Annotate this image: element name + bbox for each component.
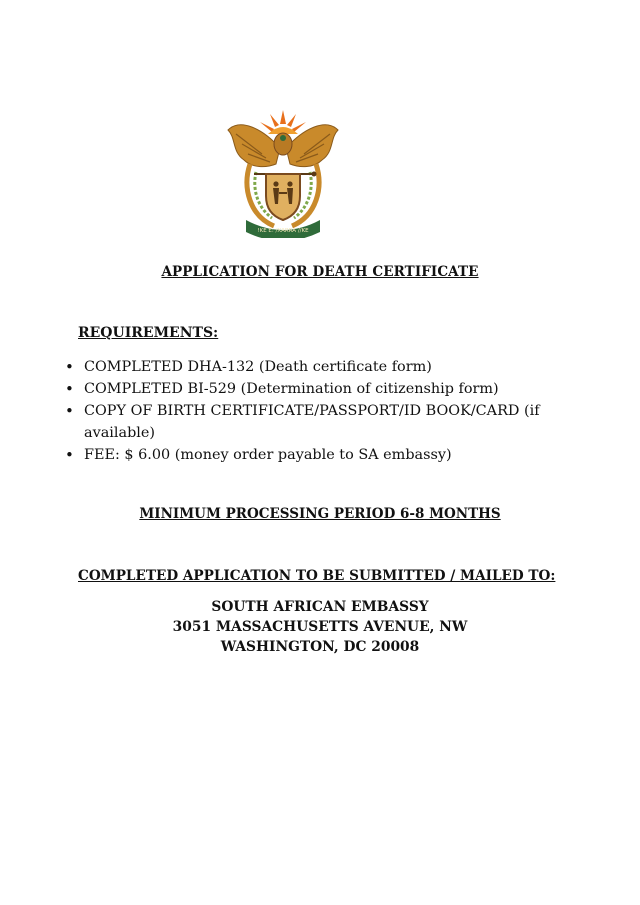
document-title: APPLICATION FOR DEATH CERTIFICATE bbox=[161, 264, 479, 280]
list-item: • COMPLETED BI-529 (Determination of citizenship form) bbox=[62, 378, 572, 400]
coat-of-arms-icon bbox=[222, 108, 344, 238]
list-item: • COPY OF BIRTH CERTIFICATE/PASSPORT/ID BOOK/CARD (if available) bbox=[62, 400, 572, 444]
address-line: WASHINGTON, DC 20008 bbox=[220, 639, 420, 655]
mailing-address bbox=[0, 597, 640, 657]
requirements-list bbox=[62, 356, 572, 466]
submission-heading: COMPLETED APPLICATION TO BE SUBMITTED / MAILED TO: bbox=[78, 568, 556, 584]
list-item: • COMPLETED DHA-132 (Death certificate form) bbox=[62, 356, 572, 378]
requirements-heading: REQUIREMENTS: bbox=[78, 325, 219, 341]
list-item: • FEE: $ 6.00 (money order payable to SA embassy) bbox=[62, 444, 572, 466]
address-line: 3051 MASSACHUSETTS AVENUE, NW bbox=[172, 619, 468, 635]
crest-motto: !KE E: /XARRA //KE bbox=[257, 228, 309, 234]
address-line: SOUTH AFRICAN EMBASSY bbox=[211, 599, 429, 615]
processing-period: MINIMUM PROCESSING PERIOD 6-8 MONTHS bbox=[139, 506, 501, 522]
